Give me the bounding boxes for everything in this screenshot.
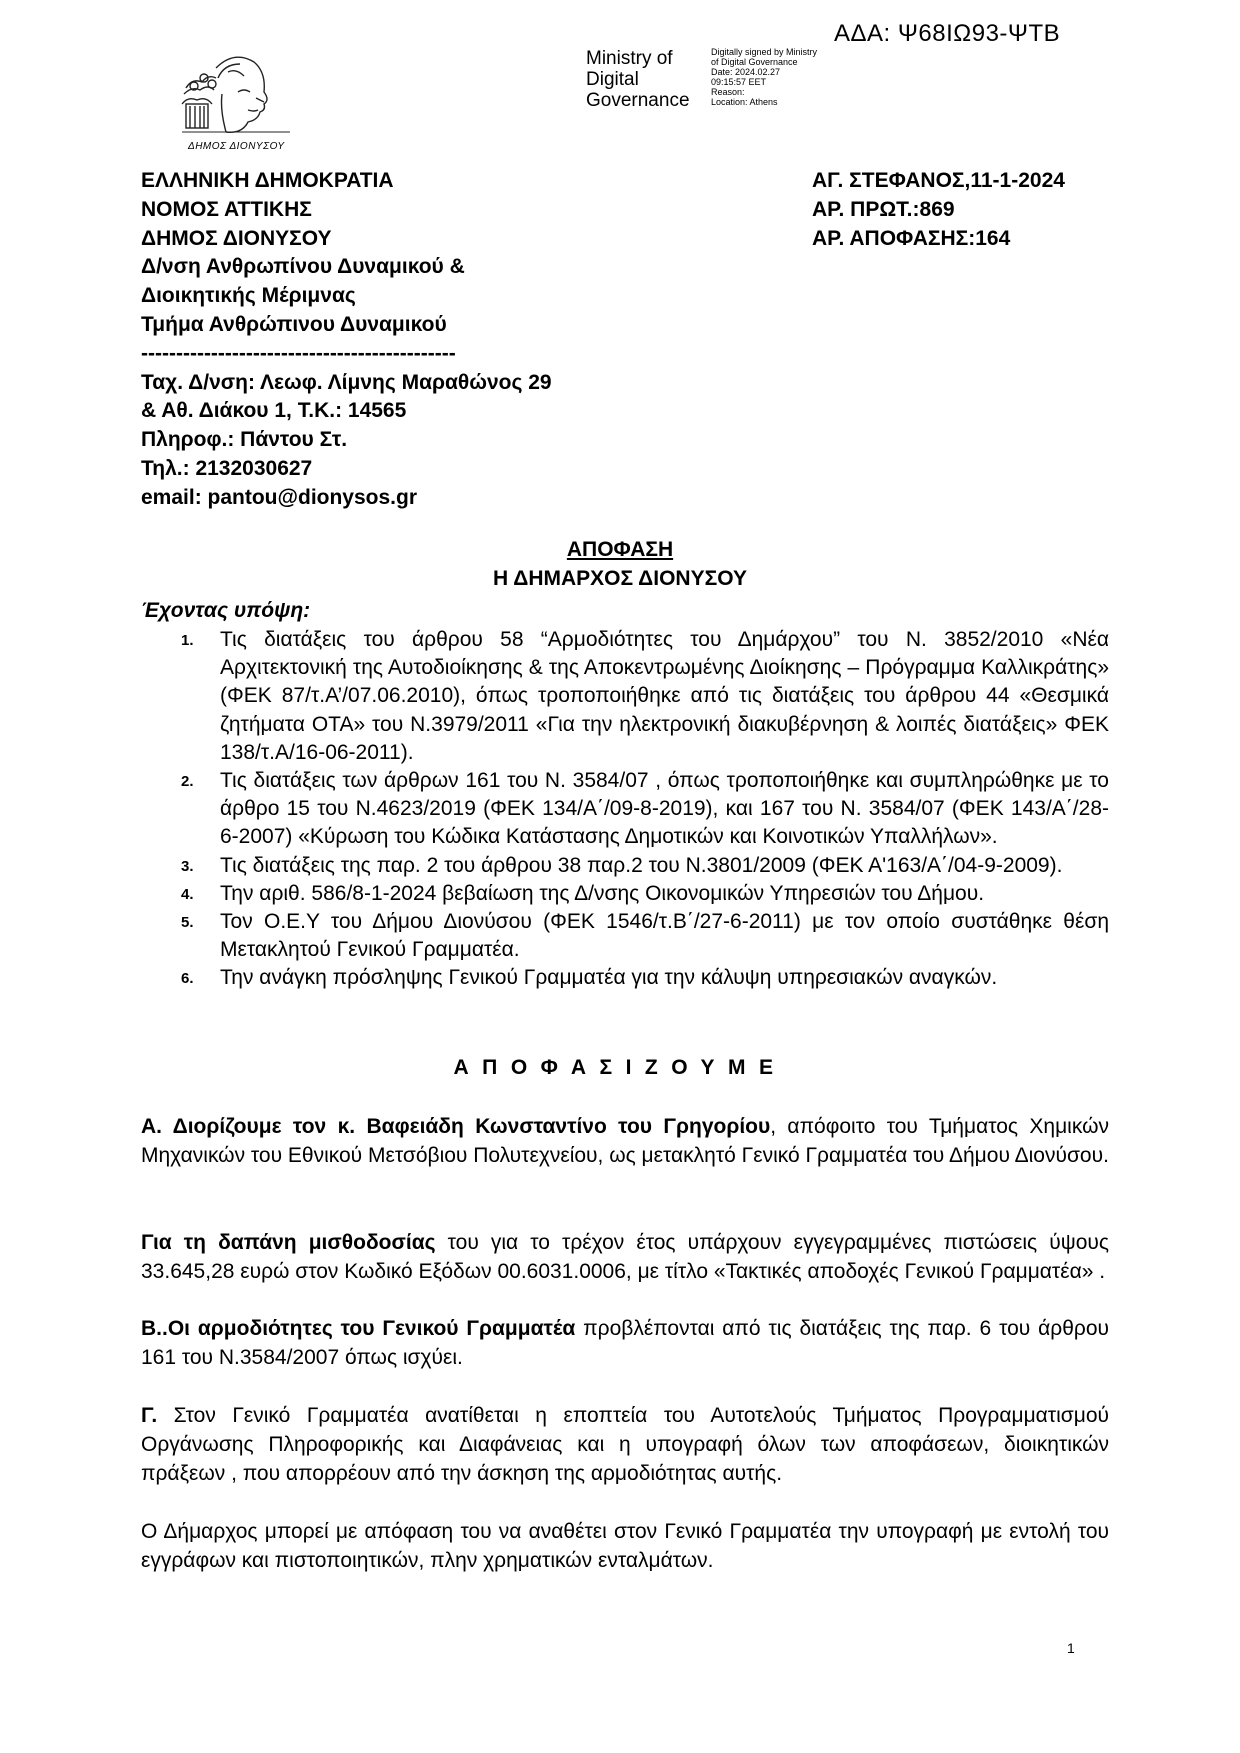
- item-text: Την αριθ. 586/8-1-2024 βεβαίωση της Δ/νσης Οικονομικών Υπηρεσιών του Δήμου.: [220, 881, 985, 905]
- paragraph-responsibilities: [141, 1314, 1109, 1372]
- item-number: 3.: [181, 857, 194, 875]
- signature-detail-line: Date: 2024.02.27: [711, 67, 781, 77]
- item-number: 4.: [181, 885, 194, 903]
- signature-org-line: Digital: [586, 69, 639, 90]
- payroll-text: του για το τρέχον έτος υπάρχουν εγγεγραμμένες πιστώσεις ύψους 33.645,28 ευρώ στον Κωδικό Εξόδων 00.6031.0006, με τίτλο «Τακτικές αποδοχές Γενικού Γραμματέα» .: [141, 1231, 1109, 1283]
- item-text: Τις διατάξεις της παρ. 2 του άρθρου 38 παρ.2 του Ν.3801/2009 (ΦΕΚ Α'163/Α΄/04-9-2009).: [220, 853, 1063, 877]
- decide-heading: ΑΠΟΦΑΣΙΖΟΥΜΕ: [453, 1056, 787, 1079]
- document-title: ΑΠΟΦΑΣΗ: [566, 538, 674, 561]
- signature-detail-line: Location: Athens: [711, 97, 778, 107]
- considering-heading: Έχοντας υπόψη:: [141, 599, 311, 622]
- header-line: Ταχ. Δ/νση: Λεωφ. Λίμνης Μαραθώνος 29: [141, 370, 552, 394]
- header-line: Τηλ.: 2132030627: [141, 456, 313, 480]
- item-text: Τον Ο.Ε.Υ του Δήμου Διονύσου (ΦΕΚ 1546/τ.Β΄/27-6-2011) με τον οποίο συστάθηκε θέση Μετακλητού Γενικού Γραμματέα.: [220, 910, 1109, 962]
- list-item: [141, 908, 1109, 964]
- signature-details: [711, 47, 817, 107]
- document-reference: [812, 167, 1065, 253]
- protocol-number: ΑΡ. ΠΡΩΤ.:869: [812, 197, 955, 221]
- signature-org-line: Governance: [586, 90, 690, 111]
- signature-detail-line: Digitally signed by Ministry: [711, 47, 818, 57]
- payroll-bold: Για τη δαπάνη μισθοδοσίας: [141, 1231, 436, 1254]
- dionysus-head-icon: [178, 48, 296, 140]
- paragraph-appointment: [141, 1112, 1109, 1170]
- item-text: Τις διατάξεις του άρθρου 58 “Αρμοδιότητες του Δημάρχου” του Ν. 3852/2010 «Νέα Αρχιτεκτονική της Αυτοδιοίκησης & της Αποκεντρωμένης Διοίκησης – Πρόγραμμα Καλλικράτης» (ΦΕΚ 87/τ.Α’/07.06.2010), όπως τροποποιήθηκε από τις διατάξεις του άρθρου 44 «Θεσμικά ζητήματα ΟΤΑ» του Ν.3979/2011 «Για την ηλεκτρονική διακυβέρνηση & λοιπές διατάξεις» ΦΕΚ 138/τ.Α/16-06-2011).: [220, 628, 1109, 764]
- signature-org-line: Ministry of: [586, 48, 673, 69]
- paragraph-supervision: [141, 1401, 1109, 1488]
- item-number: 5.: [181, 914, 194, 932]
- item-number: 6.: [181, 970, 194, 988]
- list-item: [141, 852, 1109, 880]
- header-line: & Αθ. Διάκου 1, Τ.Κ.: 14565: [141, 399, 407, 423]
- signature-organization: [586, 48, 690, 111]
- header-line: Τμήμα Ανθρώπινου Δυναμικού: [141, 312, 447, 336]
- list-item: [141, 767, 1109, 852]
- appointment-bold: Α. Διορίζουμε τον κ. Βαφειάδη Κωνσταντίνο του Γρηγορίου: [141, 1115, 771, 1138]
- place-date: ΑΓ. ΣΤΕΦΑΝΟΣ,11-1-2024: [812, 169, 1065, 192]
- item-number: 1.: [181, 632, 194, 649]
- list-item: [141, 880, 1109, 908]
- logo-caption: ΔΗΜΟΣ ΔΙΟΝΥΣΟΥ: [188, 141, 285, 152]
- item-text: Τις διατάξεις των άρθρων 161 του Ν. 3584/07 , όπως τροποποιήθηκε και συμπληρώθηκε με το άρθρο 15 του Ν.4623/2019 (ΦΕΚ 134/Α΄/09-8-2019), και 167 του Ν. 3584/07 (ΦΕΚ 143/Α΄/28-6-2007) «Κύρωση του Κώδικα Κατάστασης Δημοτικών και Κοινοτικών Υπαλλήλων».: [220, 769, 1109, 849]
- page-number: 1: [1067, 1640, 1075, 1656]
- responsibilities-bold: Β..Οι αρμοδιότητες του Γενικού Γραμματέα: [141, 1317, 576, 1340]
- header-line: ΔΗΜΟΣ ΔΙΟΝΥΣΟΥ: [141, 226, 332, 250]
- municipality-logo: [178, 48, 296, 158]
- document-subtitle: Η ΔΗΜΑΡΧΟΣ ΔΙΟΝΥΣΟΥ: [493, 567, 747, 590]
- header-line: ΝΟΜΟΣ ΑΤΤΙΚΗΣ: [141, 197, 312, 221]
- signature-detail-line: of Digital Governance: [711, 57, 798, 67]
- item-text: Την ανάγκη πρόσληψης Γενικού Γραμματέα για την κάλυψη υπηρεσιακών αναγκών.: [220, 966, 998, 990]
- decision-number: ΑΡ. ΑΠΟΦΑΣΗΣ:164: [812, 226, 1011, 250]
- signature-detail-line: 09:15:57 EET: [711, 77, 767, 87]
- ada-code: ΑΔΑ: Ψ68ΙΩ93-ΨΤΒ: [834, 20, 1061, 47]
- header-line: ΕΛΛΗΝΙΚΗ ΔΗΜΟΚΡΑΤΙΑ: [141, 169, 394, 192]
- header-email: email: pantou@dionysos.gr: [141, 485, 418, 509]
- signature-detail-line: Reason:: [711, 87, 745, 97]
- list-item: [141, 964, 1109, 992]
- header-line: Διοικητικής Μέριμνας: [141, 284, 356, 308]
- appointment-text: , απόφοιτο του Τμήματος Χημικών Μηχανικών του Εθνικού Μετσόβιου Πολυτεχνείου, ως μετακλητό Γενικό Γραμματέα του Δήμου Διονύσου.: [141, 1115, 1109, 1167]
- item-number: 2.: [181, 773, 194, 791]
- paragraph-payroll: [141, 1228, 1109, 1286]
- header-separator: ---------------------------------------------: [141, 341, 456, 365]
- list-item: [141, 626, 1109, 767]
- responsibilities-text: προβλέπονται από τις διατάξεις της παρ. 6 του άρθρου 161 του Ν.3584/2007 όπως ισχύει.: [141, 1317, 1109, 1369]
- sender-header: [141, 167, 552, 513]
- header-line: Πληροφ.: Πάντου Στ.: [141, 428, 348, 452]
- supervision-bold: Γ.: [141, 1404, 158, 1427]
- considerations-list: [141, 626, 1109, 993]
- supervision-text: Στον Γενικό Γραμματέα ανατίθεται η εποπτεία του Αυτοτελούς Τμήματος Προγραμματισμού Οργάνωσης Πληροφορικής και Διαφάνειας και η υπογραφή όλων των αποφάσεων, διοικητικών πράξεων , που απορρέουν από την άσκηση της αρμοδιότητας αυτής.: [141, 1404, 1109, 1485]
- paragraph-mayor-delegation: Ο Δήμαρχος μπορεί με απόφαση του να αναθέτει στον Γενικό Γραμματέα την υπογραφή με εντολή του εγγράφων και πιστοποιητικών, πλην χρηματικών ενταλμάτων.: [141, 1520, 1109, 1572]
- header-line: Δ/νση Ανθρωπίνου Δυναμικού &: [141, 255, 465, 279]
